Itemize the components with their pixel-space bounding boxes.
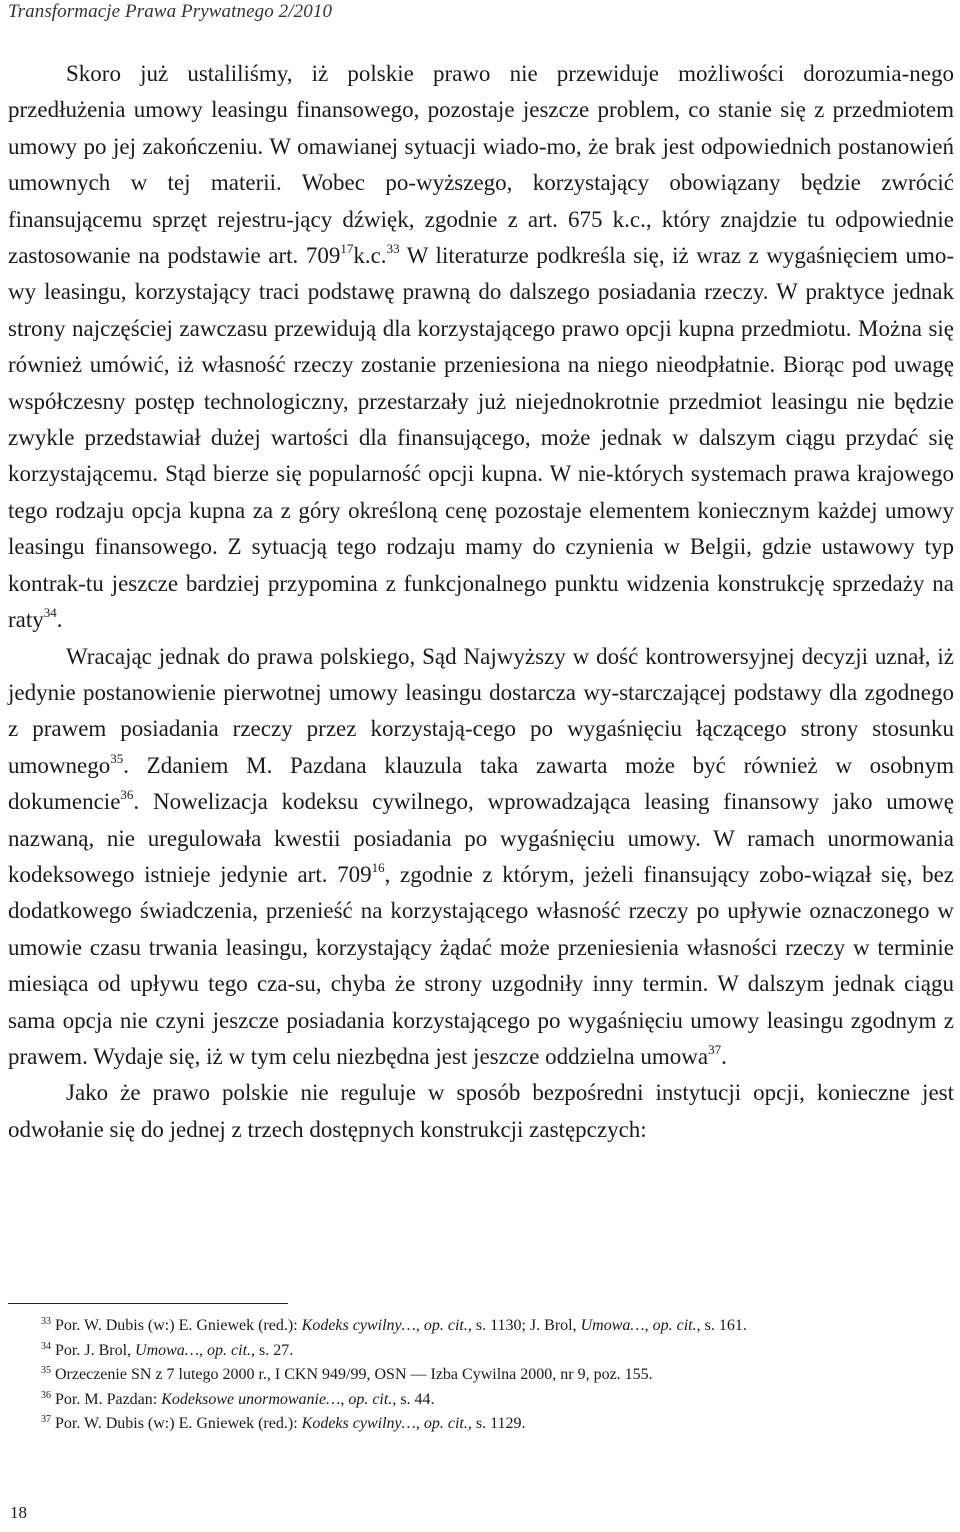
footnote-text: Por. M. Pazdan:	[55, 1390, 162, 1408]
footnote-number: 37	[41, 1414, 51, 1425]
footnote-text: ,	[199, 1341, 208, 1359]
footnote-text: Por. J. Brol,	[55, 1341, 136, 1359]
footnote-citation: op. cit.	[423, 1317, 468, 1334]
main-text	[8, 56, 954, 1148]
footnote-ref[interactable]: 37	[708, 1042, 722, 1058]
footnote-title: Kodeksowe unormowanie…	[161, 1390, 341, 1408]
paragraph	[8, 56, 954, 639]
footnote-text: , s. 1130; J. Brol,	[467, 1317, 581, 1334]
footnote-citation: op. cit.	[348, 1390, 393, 1408]
footnote	[8, 1388, 952, 1413]
paragraph	[8, 1075, 954, 1148]
footnote-citation: op. cit.	[652, 1317, 697, 1334]
footnote-ref[interactable]: 33	[386, 241, 400, 257]
superscript: 16	[371, 860, 385, 876]
paragraph-text: k.c.	[353, 243, 387, 269]
footnote-title: Kodeks cywilny…	[301, 1317, 416, 1334]
footnote-text: ,	[415, 1415, 424, 1432]
paragraph-text: .	[721, 1043, 727, 1069]
paragraph-text: . Nowelizacja kodeksu cywilnego, wprowadzająca leasing finansowy jako umowę nazwaną, nie uregulowała kwestii posiadania po wygaśnięciu umowy. W ramach unormowania kodeksowego istnieje jedynie art. 709	[8, 789, 954, 887]
footnote-ref[interactable]: 36	[120, 787, 134, 803]
footnote-citation: op. cit.	[207, 1341, 252, 1359]
footnote-title: Umowa…	[580, 1317, 645, 1334]
paragraph-text: Wracając jednak do prawa polskiego, Sąd Najwyższy w dość kontrowersyjnej decyzji uznał, iż jedynie postanowienie pierwotnej umowy leasingu dostarcza wy-starczającej podstawy dla zgodnego z prawem posiadania rzeczy przez korzystają-cego po wygaśnięciu łączącego strony stosunku umownego	[8, 643, 954, 778]
paragraph-text: . Zdaniem M. Pazdana klauzula taka zawarta może być również w osobnym dokumencie	[8, 752, 954, 815]
footnote-number: 36	[41, 1389, 51, 1401]
paragraph-text: , zgodnie z którym, jeżeli finansujący zobo-wiązał się, bez dodatkowego świadczenia, przenieść na korzystającego własność rzeczy po upływie oznaczonego w umowie czasu trwania leasingu, korzystający żądać może przeniesienia własności rzeczy w terminie miesiąca od upływu tego cza-su, chyba że strony uzgodniły inny termin. W dalszym jednak ciągu sama opcja nie czyni jeszcze posiadania korzystającego po wygaśnięciu umowy leasingu zgodnym z prawem. Wydaje się, iż w tym celu niezbędna jest jeszcze oddzielna umowa	[8, 861, 954, 1069]
running-header: Transformacje Prawa Prywatnego 2/2010	[8, 1, 333, 22]
footnote-text: Por. W. Dubis (w:) E. Gniewek (red.):	[55, 1317, 302, 1334]
footnote	[8, 1314, 952, 1339]
footnote-citation: op. cit.	[423, 1415, 468, 1432]
footnote	[8, 1363, 952, 1388]
footnote-text: ,	[415, 1317, 424, 1334]
footnote-ref[interactable]: 35	[110, 751, 124, 767]
footnote-text: , s. 161.	[696, 1317, 747, 1334]
footnote-separator	[8, 1303, 288, 1304]
footnote-text: Por. W. Dubis (w:) E. Gniewek (red.):	[55, 1415, 302, 1432]
footnotes	[8, 1314, 952, 1437]
footnote-number: 35	[41, 1365, 51, 1376]
superscript: 17	[340, 241, 354, 257]
footnote-number: 34	[41, 1340, 51, 1352]
footnote-ref[interactable]: 34	[43, 605, 57, 621]
footnote-text: ,	[340, 1390, 349, 1408]
paragraph	[8, 639, 954, 1076]
paragraph-text: Jako że prawo polskie nie reguluje w sposób bezpośredni instytucji opcji, konieczne jest odwołanie się do jednej z trzech dostępnych konstrukcji zastępczych:	[8, 1080, 954, 1142]
footnote	[8, 1412, 952, 1437]
footnote-number: 33	[41, 1316, 51, 1327]
paragraph-text: .	[56, 607, 63, 633]
footnote-text: ,	[644, 1317, 653, 1334]
footnote-text: Orzeczenie SN z 7 lutego 2000 r., I CKN 949/99, OSN — Izba Cywilna 2000, nr 9, poz. 155.	[55, 1366, 653, 1383]
paragraph-text: Skoro już ustaliliśmy, iż polskie prawo nie przewiduje możliwości dorozumia-nego przedłużenia umowy leasingu finansowego, pozostaje jeszcze problem, co stanie się z przedmiotem umowy po jej zakończeniu. W omawianej sytuacji wiado-mo, że brak jest odpowiednich postanowień umownych w tej materii. Wobec po-wyższego, korzystający obowiązany będzie zwrócić finansującemu sprzęt rejestru-jący dźwięk, zgodnie z art. 675 k.c., który znajdzie tu odpowiednie zastosowanie na podstawie art. 709	[8, 61, 954, 269]
footnote-title: Umowa…	[135, 1341, 200, 1359]
page-number: 18	[10, 1503, 27, 1522]
footnote	[8, 1339, 952, 1364]
paragraph-text: W literaturze podkreśla się, iż wraz z wygaśnięciem umo-wy leasingu, korzystający traci podstawę prawną do dalszego posiadania rzeczy. W praktyce jednak strony najczęściej zawczasu przewidują dla korzystającego prawo opcji kupna przedmiotu. Można się również umówić, iż własność rzeczy zostanie przeniesiona na niego nieodpłatnie. Biorąc pod uwagę współczesny postęp technologiczny, przestarzały już niejednokrotnie przedmiot leasingu nie będzie zwykle przedstawiał dużej wartości dla finansującego, może jednak w dalszym ciągu przydać się korzystającemu. Stąd bierze się popularność opcji kupna. W nie-których systemach prawa krajowego tego rodzaju opcja kupna za z góry określoną cenę pozostaje elementem koniecznym każdej umowy leasingu finansowego. Z sytuacją tego rodzaju mamy do czynienia w Belgii, gdzie ustawowy typ kontrak-tu jeszcze bardziej przypomina z funkcjonalnego punktu widzenia konstrukcję sprzedaży na raty	[8, 243, 954, 633]
footnote-text: , s. 27.	[251, 1341, 294, 1359]
footnote-text: , s. 44.	[392, 1390, 435, 1408]
footnote-text: , s. 1129.	[467, 1415, 526, 1432]
footnote-title: Kodeks cywilny…	[301, 1415, 416, 1432]
